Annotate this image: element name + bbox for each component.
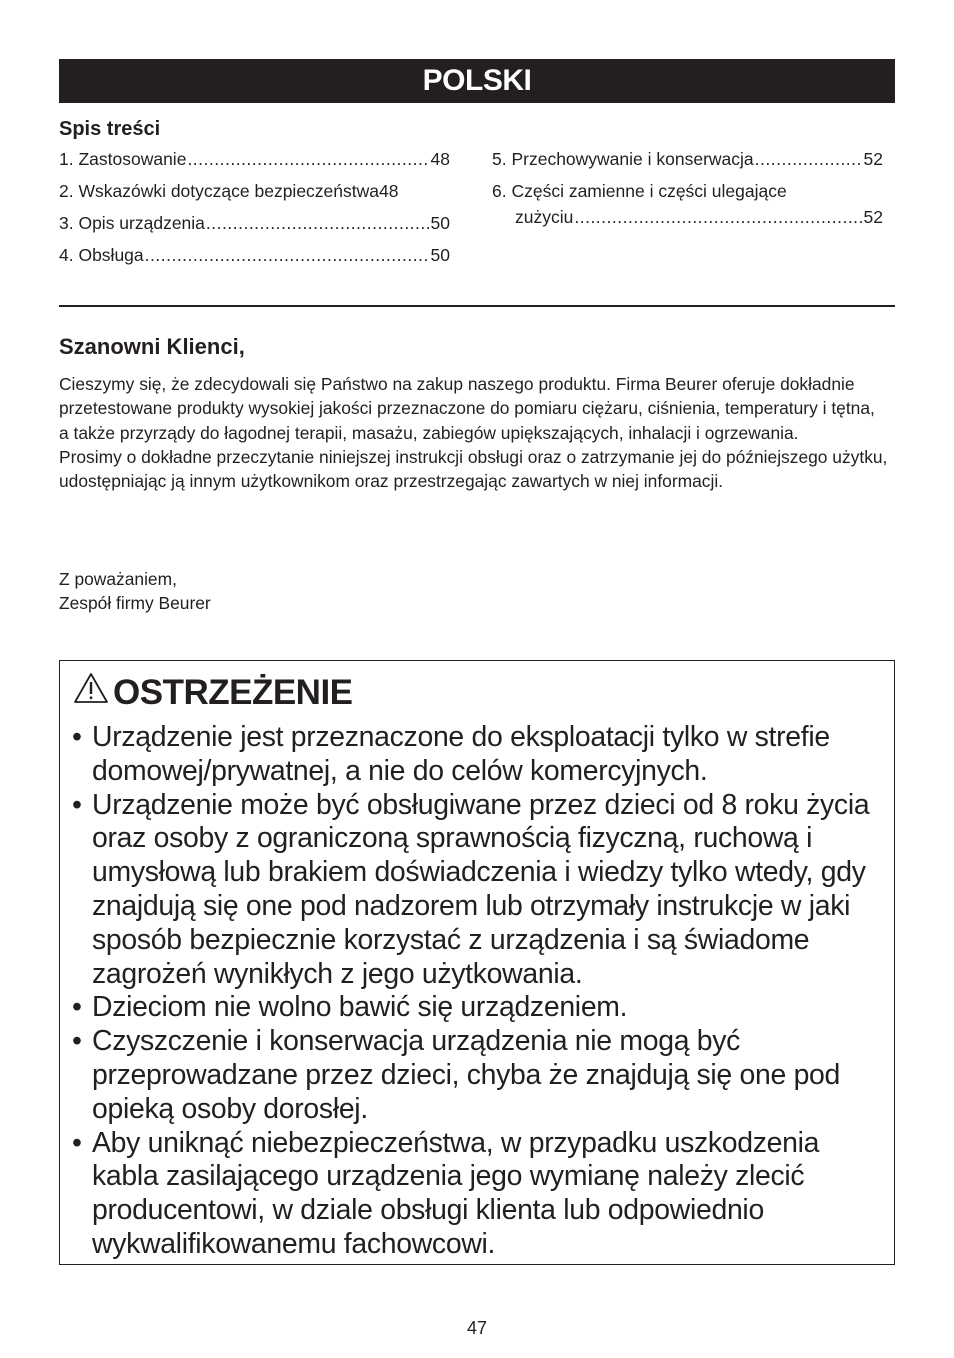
toc-dot-leader [145, 244, 430, 266]
toc-entry-page: 48 [379, 181, 399, 201]
closing-line: Z poważaniem, [59, 569, 177, 589]
toc-entry-label-line1: 6. Części zamienne i części ulegające [492, 181, 787, 201]
warning-item [72, 1025, 882, 1126]
section-divider [59, 305, 895, 307]
greeting-title: Szanowni Klienci, [59, 334, 245, 359]
warning-item [72, 991, 882, 1025]
intro-text [59, 372, 889, 493]
intro-paragraph: Prosimy o dokładne przeczytanie niniejszej instrukcji obsługi oraz o zatrzymanie jej do późniejszego użytku, udostępniając ją innym użytkownikom oraz przestrzegając zawartych w niej informacji. [59, 446, 888, 492]
toc-entry[interactable] [492, 180, 883, 238]
bullet-icon: • [72, 991, 82, 1024]
warning-item-text: Czyszczenie i konserwacja urządzenia nie mogą być przeprowadzane przez dzieci, chyba że znajdują się one pod opieką osoby dorosłej. [92, 1025, 841, 1125]
toc-entry[interactable] [59, 148, 450, 180]
toc-entry-label: 2. Wskazówki dotyczące bezpieczeństwa [59, 181, 379, 201]
toc-entry-label: 1. Zastosowanie [59, 149, 187, 169]
toc-entry-page: 50 [430, 245, 450, 265]
warning-item-text: Aby uniknąć niebezpieczeństwa, w przypadku uszkodzenia kabla zasilającego urządzenia jego wymianę należy zlecić producentowi, w dziale obsługi klienta lub odpowiednio wykwalifikowanemu fachowcowi. [92, 1126, 820, 1260]
bullet-icon: • [72, 788, 82, 821]
toc-entry[interactable] [492, 148, 883, 180]
warning-box [59, 660, 895, 1265]
warning-title: OSTRZEŻENIE [113, 672, 353, 712]
toc-right-column [492, 148, 883, 238]
toc-entry-label-line2: zużyciu [515, 207, 574, 227]
warning-list [72, 721, 882, 1262]
warning-triangle-icon [73, 672, 109, 713]
warning-item [72, 789, 882, 992]
toc-entry-label: 3. Opis urządzenia [59, 213, 205, 233]
toc-entry-page: 48 [430, 149, 450, 169]
warning-item-text: Urządzenie jest przeznaczone do eksploatacji tylko w strefie domowej/prywatnej, a nie do celów komercyjnych. [92, 721, 830, 787]
signature-block [59, 567, 211, 616]
toc-entry-label: 5. Przechowywanie i konserwacja [492, 149, 754, 169]
signature-line: Zespół firmy Beurer [59, 593, 211, 614]
toc-dot-leader [187, 148, 429, 170]
bullet-icon: • [72, 1126, 82, 1159]
warning-item [72, 721, 882, 789]
warning-item-text: Dzieciom nie wolno bawić się urządzeniem. [92, 991, 628, 1024]
toc-entry[interactable] [59, 180, 450, 212]
toc-left-column [59, 148, 450, 276]
warning-heading [73, 672, 353, 713]
language-header-bar [59, 59, 895, 103]
toc-title: Spis treści [59, 118, 161, 140]
toc-entry-page: 52 [863, 207, 883, 227]
toc-entry[interactable] [59, 244, 450, 276]
warning-item-text: Urządzenie może być obsługiwane przez dzieci od 8 roku życia oraz osoby z ograniczoną sprawnością fizyczną, ruchową i umysłową lub brakiem doświadczenia i wiedzy tylko wtedy, gdy znajdują się one pod nadzorem lub otrzymały instrukcje w jaki sposób bezpiecznie korzystać z urządzenia i są świadome zagrożeń wynikłych z jego użytkowania. [92, 788, 870, 990]
toc-entry-label: 4. Obsługa [59, 245, 144, 265]
page-number: 47 [466, 1318, 488, 1338]
language-title: POLSKI [422, 64, 532, 97]
toc-entry[interactable] [59, 212, 450, 244]
toc-dot-leader [206, 212, 430, 234]
bullet-icon: • [72, 721, 82, 753]
bullet-icon: • [72, 1025, 82, 1058]
toc-entry-page: 50 [430, 213, 450, 233]
warning-item [72, 1127, 882, 1262]
toc-dot-leader [574, 206, 862, 228]
intro-paragraph: Cieszymy się, że zdecydowali się Państwo na zakup naszego produktu. Firma Beurer oferuje dokładnie przetestowane produkty wysokiej jakości przeznaczone do pomiaru ciężaru, ciśnienia, temperatury i tętna, a także przyrządy do łagodnej terapii, masażu, zabiegów upiększających, inhalacji i ogrzewania. [59, 374, 875, 443]
toc-entry-page: 52 [863, 149, 883, 169]
toc-dot-leader [755, 148, 863, 170]
